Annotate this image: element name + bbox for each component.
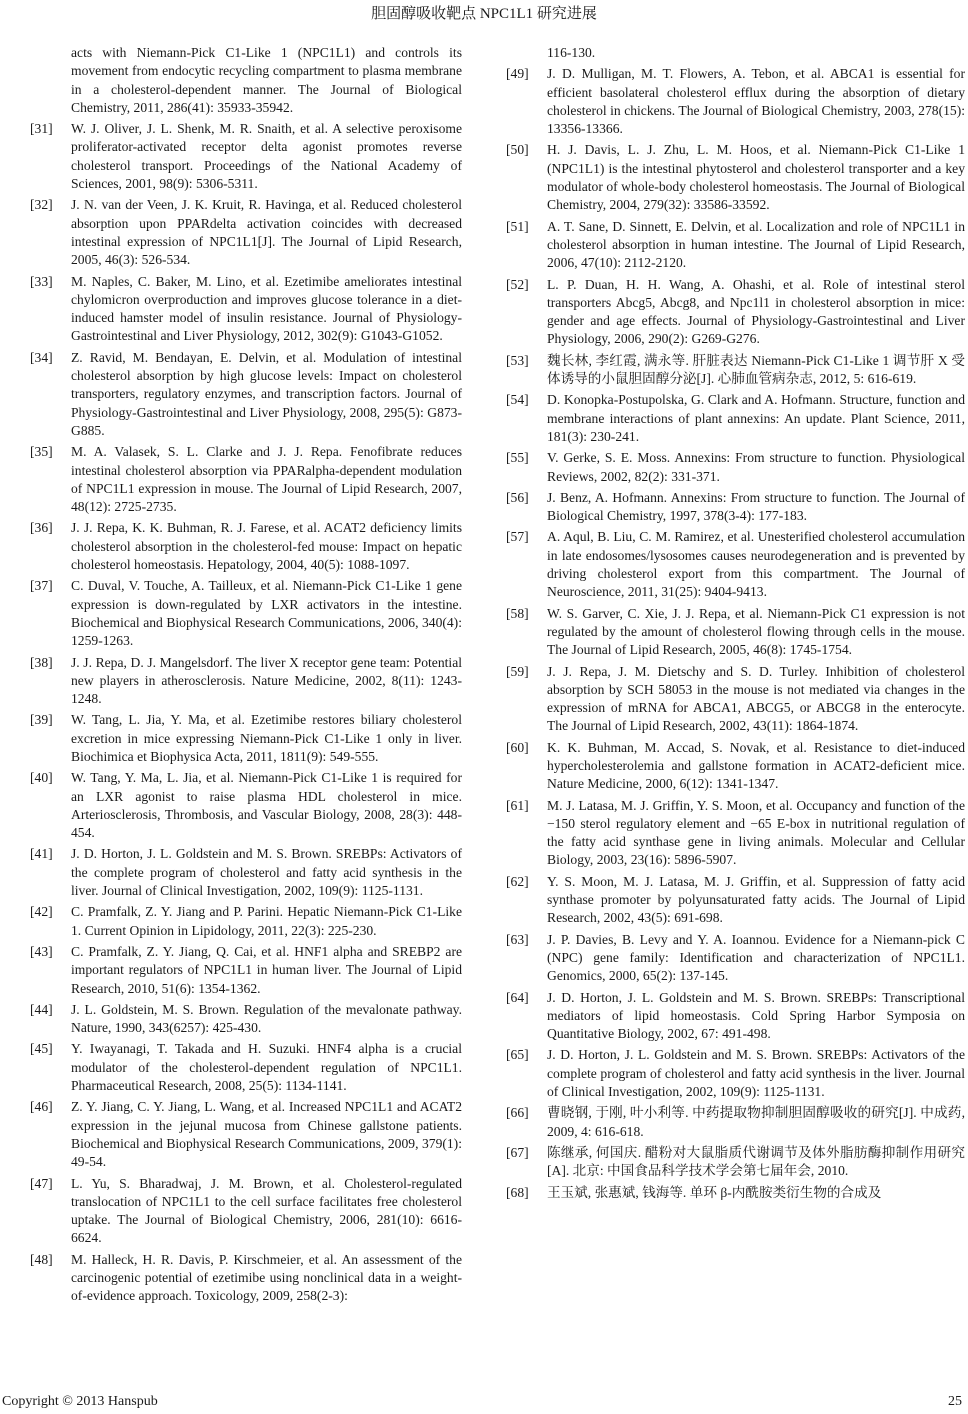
reference-number: [36] xyxy=(30,520,53,536)
reference-item xyxy=(506,276,965,349)
reference-text: H. J. Davis, L. J. Zhu, L. M. Hoos, et al. Niemann-Pick C1-Like 1 (NPC1L1) is the intestinal phytosterol and cholesterol transporter and a key modulator of whole-body cholesterol homeostasis. The Journal of Biological Chemistry, 2004, 279(32): 33586-33592. xyxy=(547,142,965,213)
reference-number: [52] xyxy=(506,276,529,292)
reference-number: [65] xyxy=(506,1047,529,1063)
reference-text: 王玉斌, 张惠斌, 钱海等. 单环 β-内酰胺类衍生物的合成及 xyxy=(547,1184,882,1200)
reference-item xyxy=(30,1098,462,1171)
reference-number: [37] xyxy=(30,578,53,594)
running-header: 胆固醇吸收靶点 NPC1L1 研究进展 xyxy=(371,6,597,22)
reference-text: L. Yu, S. Bharadwaj, J. M. Brown, et al. Cholesterol-regulated translocation of NPC1L1 to the cell surface facilitates free cholesterol uptake. The Journal of Biological Chemistry, 2006, 281(10): 6616-6624. xyxy=(71,1175,462,1246)
reference-number: [38] xyxy=(30,654,53,670)
reference-number: [63] xyxy=(506,931,529,947)
reference-item xyxy=(506,989,965,1044)
reference-number: [48] xyxy=(30,1251,53,1267)
reference-number: [56] xyxy=(506,489,529,505)
reference-number: [59] xyxy=(506,663,529,679)
reference-item xyxy=(506,1184,965,1202)
reference-text: M. A. Valasek, S. L. Clarke and J. J. Repa. Fenofibrate reduces intestinal cholesterol absorption via PPARalpha-dependent modulation of NPC1L1 expression in mouse. The Journal of Lipid Research, 2007, 48(12): 2725-2735. xyxy=(71,444,462,515)
reference-item xyxy=(506,931,965,986)
reference-number: [49] xyxy=(506,66,529,82)
reference-text: 陈继承, 何国庆. 醋粉对大鼠脂质代谢调节及体外脂肪酶抑制作用研究[A]. 北京: 中国食品科学技术学会第七届年会, 2010. xyxy=(547,1144,965,1179)
reference-item xyxy=(506,489,965,526)
reference-item xyxy=(30,443,462,516)
reference-text: D. Konopka-Postupolska, G. Clark and A. Hofmann. Structure, function and membrane interactions of plant annexins: An update. Plant Science, 2011, 181(3): 230-241. xyxy=(547,392,965,444)
reference-text: M. J. Latasa, M. J. Griffin, Y. S. Moon, et al. Occupancy and function of the −150 sterol regulatory element and −65 E-box in nutritional regulation of the fatty acid synthase gene in living animals. Molecular and Cellular Biology, 2003, 23(16): 5896-5907. xyxy=(547,797,965,868)
reference-item xyxy=(30,769,462,842)
reference-number: [54] xyxy=(506,392,529,408)
reference-item xyxy=(30,1251,462,1306)
reference-item xyxy=(30,120,462,193)
left-column xyxy=(30,44,462,1309)
reference-number: [42] xyxy=(30,904,53,920)
reference-number: [46] xyxy=(30,1099,53,1115)
right-column xyxy=(506,44,965,1205)
reference-text: Z. Y. Jiang, C. Y. Jiang, L. Wang, et al. Increased NPC1L1 and ACAT2 expression in the jejunal mucosa from Chinese gallstone patients. Biochemical and Biophysical Research Communications, 2009, 379(1): 49-54. xyxy=(71,1099,462,1170)
reference-item xyxy=(506,141,965,214)
reference-number: [57] xyxy=(506,529,529,545)
reference-number: [31] xyxy=(30,121,53,137)
reference-text: C. Pramfalk, Z. Y. Jiang, Q. Cai, et al. HNF1 alpha and SREBP2 are important regulators of NPC1L1 in human liver. The Journal of Lipid Research, 2010, 51(6): 1354-1362. xyxy=(71,943,462,996)
reference-text: Z. Ravid, M. Bendayan, E. Delvin, et al. Modulation of intestinal cholesterol absorption by high glucose levels: Impact on cholesterol transporters, regulatory enzymes, and transcription factors. Journal of Physiology-Gastrointestinal and Liver Physiology, 2008, 295(5): G873-G885. xyxy=(71,349,462,438)
reference-text: L. P. Duan, H. H. Wang, A. Ohashi, et al. Role of intestinal sterol transporters Abcg5, Abcg8, and Npc1l1 in cholesterol absorption in mice: gender and age effects. Journal of Physiology-Gastrointestinal and Liver Physiology, 2006, 290(2): G269-G276. xyxy=(547,276,965,347)
reference-item xyxy=(506,1144,965,1181)
reference-item xyxy=(506,528,965,601)
reference-item xyxy=(30,1040,462,1095)
reference-text: W. Tang, L. Jia, Y. Ma, et al. Ezetimibe restores biliary cholesterol excretion in mice expressing Niemann-Pick C1-Like 1 only in liver. Biochimica et Biophysica Acta, 2011, 1811(9): 549-555. xyxy=(71,712,462,764)
reference-number: [53] xyxy=(506,352,529,368)
reference-text: J. D. Horton, J. L. Goldstein and M. S. Brown. SREBPs: Transcriptional mediators of lipid homeostasis. Cold Spring Harbor Symposia on Quantitative Biology, 2002, 67: 491-498. xyxy=(547,989,965,1042)
reference-number: [60] xyxy=(506,739,529,755)
reference-text: J. J. Repa, D. J. Mangelsdorf. The liver X receptor gene team: Potential new players in atherosclerosis. Nature Medicine, 2002, 8(11): 1243-1248. xyxy=(71,654,462,707)
reference-number: [35] xyxy=(30,444,53,460)
reference-text: J. J. Repa, J. M. Dietschy and S. D. Turley. Inhibition of cholesterol absorption by SCH 58053 in the mouse is not mediated via changes in the expression of mRNA for ABCA1, ABCG5, or ABCG8 in the enterocyte. The Journal of Lipid Research, 2002, 43(11): 1864-1874. xyxy=(547,663,965,734)
reference-text: 魏长林, 李红霞, 满永等. 肝脏表达 Niemann-Pick C1-Like 1 调节肝 X 受体诱导的小鼠胆固醇分泌[J]. 心肺血管病杂志, 2012, 5: 616-619. xyxy=(547,352,965,387)
reference-item xyxy=(30,519,462,574)
reference-item xyxy=(506,1104,965,1141)
reference-item xyxy=(30,196,462,269)
reference-number: [68] xyxy=(506,1184,529,1200)
reference-number: [62] xyxy=(506,873,529,889)
reference-item xyxy=(506,605,965,660)
reference-item xyxy=(30,654,462,709)
reference-number: [40] xyxy=(30,770,53,786)
reference-item xyxy=(30,943,462,998)
reference-text: A. Aqul, B. Liu, C. M. Ramirez, et al. Unesterified cholesterol accumulation in late endosomes/lysosomes causes neurodegeneration and is prevented by driving cholesterol export from this compartment. The Journal of Neuroscience, 2011, 31(25): 9404-9413. xyxy=(547,529,965,600)
reference-number: [47] xyxy=(30,1175,53,1191)
reference-text: J. P. Davies, B. Levy and Y. A. Ioannou. Evidence for a Niemann-pick C (NPC) gene family: Identification and characterization of NPC1L1. Genomics, 2000, 65(2): 137-145. xyxy=(547,931,965,984)
reference-item xyxy=(506,663,965,736)
reference-text: W. S. Garver, C. Xie, J. J. Repa, et al. Niemann-Pick C1 expression is not regulated by the amount of cholesterol flowing through cells in the mouse. The Journal of Lipid Research, 2005, 46(8): 1745-1754. xyxy=(547,605,965,658)
reference-item xyxy=(506,873,965,928)
reference-number: [33] xyxy=(30,273,53,289)
reference-number: [44] xyxy=(30,1001,53,1017)
reference-number: [34] xyxy=(30,349,53,365)
reference-number: [43] xyxy=(30,943,53,959)
reference-item xyxy=(506,797,965,870)
reference-number: [64] xyxy=(506,989,529,1005)
reference-text: J. J. Repa, K. K. Buhman, R. J. Farese, et al. ACAT2 deficiency limits cholesterol absorption in the cholesterol-fed mouse: Impact on hepatic cholesterol homeostasis. Hepatology, 2004, 40(5): 1088-1097. xyxy=(71,520,462,573)
reference-text: A. T. Sane, D. Sinnett, E. Delvin, et al. Localization and role of NPC1L1 in cholesterol absorption in human intestine. The Journal of Lipid Research, 2006, 47(10): 2112-2120. xyxy=(547,218,965,271)
reference-continuation: 116-130. xyxy=(547,45,596,60)
reference-item xyxy=(506,65,965,138)
reference-number: [58] xyxy=(506,605,529,621)
reference-text: C. Pramfalk, Z. Y. Jiang and P. Parini. Hepatic Niemann-Pick C1-Like 1. Current Opinion in Lipidology, 2011, 22(3): 225-230. xyxy=(71,904,462,938)
reference-item xyxy=(30,1175,462,1248)
reference-text: J. Benz, A. Hofmann. Annexins: From structure to function. The Journal of Biological Chemistry, 1997, 378(3-4): 177-183. xyxy=(547,489,965,524)
reference-number: [50] xyxy=(506,142,529,158)
footer-copyright: Copyright © 2013 Hanspub xyxy=(2,1394,158,1409)
reference-number: [32] xyxy=(30,197,53,213)
reference-text: M. Halleck, H. R. Davis, P. Kirschmeier, et al. An assessment of the carcinogenic potential of ezetimibe using nonclinical data in a weight-of-evidence approach. Toxicology, 2009, 258(2-3): xyxy=(71,1251,462,1304)
reference-text: Y. S. Moon, M. J. Latasa, M. J. Griffin, et al. Suppression of fatty acid synthase promoter by polyunsaturated fatty acids. The Journal of Lipid Research, 2002, 43(5): 691-698. xyxy=(547,873,965,926)
reference-text: C. Duval, V. Touche, A. Tailleux, et al. Niemann-Pick C1-Like 1 gene expression is down-regulated by LXR activators in the intestine. Biochemical and Biophysical Research Communications, 2006, 340(4): 1259-1263. xyxy=(71,578,462,649)
reference-number: [66] xyxy=(506,1105,529,1121)
reference-item xyxy=(30,349,462,440)
reference-item xyxy=(506,218,965,273)
reference-number: [41] xyxy=(30,846,53,862)
reference-text: J. D. Mulligan, M. T. Flowers, A. Tebon, et al. ABCA1 is essential for efficient basolateral cholesterol efflux during the absorption of dietary cholesterol in chickens. The Journal of Biological Chemistry, 2003, 278(15): 13356-13366. xyxy=(547,66,965,137)
reference-text: 曹晓钢, 于刚, 叶小利等. 中药提取物抑制胆固醇吸收的研究[J]. 中成药, 2009, 4: 616-618. xyxy=(547,1105,965,1139)
reference-continuation: acts with Niemann-Pick C1-Like 1 (NPC1L1) and controls its movement from endocytic recycling compartment to plasma membrane in a cholesterol-dependent manner. The Journal of Biological Chemistry, 2011, 286(41): 35933-35942. xyxy=(71,45,462,115)
reference-number: [39] xyxy=(30,712,53,728)
reference-number: [51] xyxy=(506,218,529,234)
reference-item xyxy=(30,577,462,650)
reference-item xyxy=(30,711,462,766)
reference-item xyxy=(30,1001,462,1038)
reference-text: J. D. Horton, J. L. Goldstein and M. S. Brown. SREBPs: Activators of the complete program of cholesterol and fatty acid synthesis in the liver. Journal of Clinical Investigation, 2002, 109(9): 1125-1131. xyxy=(71,846,462,899)
reference-number: [67] xyxy=(506,1144,529,1160)
reference-text: W. Tang, Y. Ma, L. Jia, et al. Niemann-Pick C1-Like 1 is required for an LXR agonist to raise plasma HDL cholesterol in mice. Arteriosclerosis, Thrombosis, and Vascular Biology, 2008, 28(3): 448-454. xyxy=(71,770,462,841)
reference-item xyxy=(30,903,462,940)
reference-item xyxy=(506,449,965,486)
page-number: 25 xyxy=(948,1394,962,1409)
reference-item xyxy=(30,845,462,900)
reference-item xyxy=(506,739,965,794)
reference-text: J. L. Goldstein, M. S. Brown. Regulation of the mevalonate pathway. Nature, 1990, 343(6257): 425-430. xyxy=(71,1001,462,1036)
reference-text: K. K. Buhman, M. Accad, S. Novak, et al. Resistance to diet-induced hypercholesterolemia and gallstone formation in ACAT2-deficient mice. Nature Medicine, 2000, 6(12): 1341-1347. xyxy=(547,739,965,792)
reference-number: [61] xyxy=(506,797,529,813)
reference-text: M. Naples, C. Baker, M. Lino, et al. Ezetimibe ameliorates intestinal chylomicron overproduction and improves glucose tolerance in a diet-induced hamster model of insulin resistance. Journal of Physiology-Gastrointestinal and Liver Physiology, 2012, 302(9): G1043-G1052. xyxy=(71,273,462,344)
reference-text: J. N. van der Veen, J. K. Kruit, R. Havinga, et al. Reduced cholesterol absorption upon PPARdelta activation coincides with decreased intestinal expression of NPC1L1[J]. The Journal of Lipid Research, 2005, 46(3): 526-534. xyxy=(71,197,462,268)
reference-text: Y. Iwayanagi, T. Takada and H. Suzuki. HNF4 alpha is a crucial modulator of the cholesterol-dependent regulation of NPC1L1. Pharmaceutical Research, 2008, 25(5): 1134-1141. xyxy=(71,1041,462,1094)
reference-text: V. Gerke, S. E. Moss. Annexins: From structure to function. Physiological Reviews, 2002, 82(2): 331-371. xyxy=(547,450,965,484)
reference-item xyxy=(506,352,965,389)
reference-text: J. D. Horton, J. L. Goldstein and M. S. Brown. SREBPs: Activators of the complete program of cholesterol and fatty acid synthesis in the liver. Journal of Clinical Investigation, 2002, 109(9): 1125-1131. xyxy=(547,1047,965,1100)
reference-text: W. J. Oliver, J. L. Shenk, M. R. Snaith, et al. A selective peroxisome proliferator-activated receptor delta agonist promotes reverse cholesterol transport. Proceedings of the National Academy of Sciences, 2001, 98(9): 5306-5311. xyxy=(71,121,462,192)
reference-item xyxy=(506,1046,965,1101)
reference-number: [55] xyxy=(506,450,529,466)
reference-item xyxy=(506,391,965,446)
reference-number: [45] xyxy=(30,1041,53,1057)
reference-item xyxy=(30,273,462,346)
